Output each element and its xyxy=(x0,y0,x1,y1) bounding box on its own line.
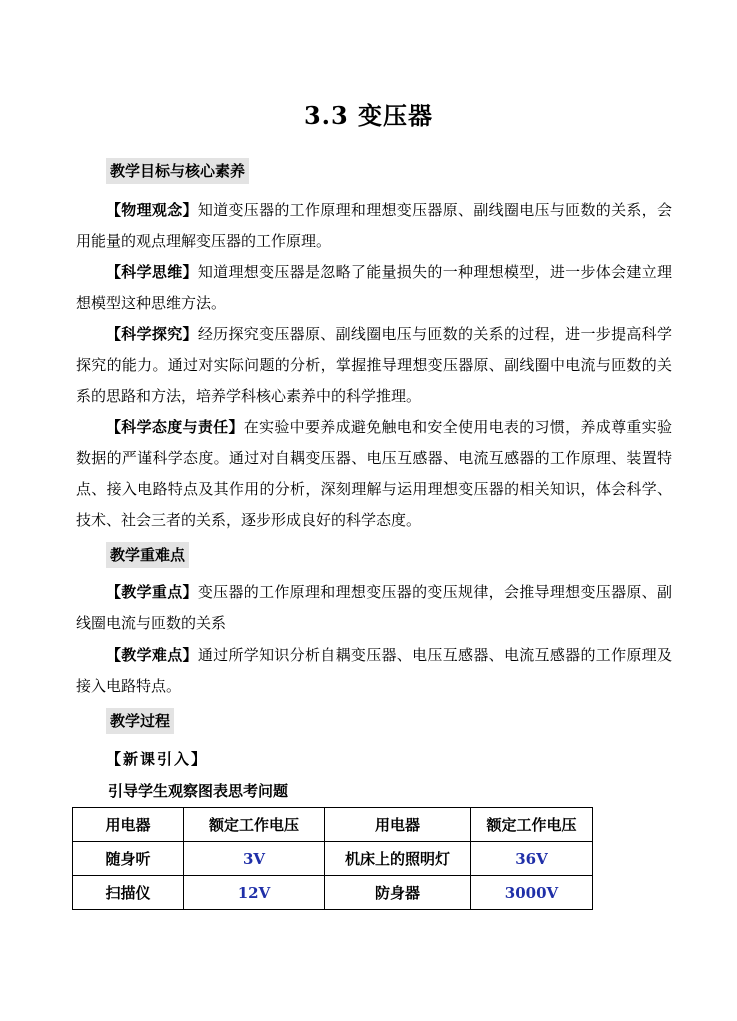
table-cell-voltage: 12V xyxy=(184,876,325,910)
goal-paragraph-scientific-inquiry xyxy=(76,319,672,412)
goal-text: 知道变压器的工作原理和理想变压器原、副线圈电压与匝数的关系，会用能量的观点理解变压器的工作原理。 xyxy=(76,201,672,250)
table-header-row xyxy=(73,808,593,842)
table-row xyxy=(73,876,593,910)
goal-tag: 【科学思维】 xyxy=(106,263,198,281)
key-point-text: 通过所学知识分析自耦变压器、电压互感器、电流互感器的工作原理及接入电路特点。 xyxy=(76,646,672,695)
table-row xyxy=(73,842,593,876)
key-point-text: 变压器的工作原理和理想变压器的变压规律，会推导理想变压器原、副线圈电流与匝数的关系 xyxy=(76,583,672,632)
table-header-cell: 用电器 xyxy=(73,808,184,842)
table-cell-appliance: 扫描仪 xyxy=(73,876,184,910)
table-cell-appliance: 机床上的照明灯 xyxy=(325,842,471,876)
key-point-tag: 【教学重点】 xyxy=(106,583,198,601)
section-heading-process: 教学过程 xyxy=(106,708,174,734)
section-heading-key-points: 教学重难点 xyxy=(106,542,189,568)
new-lesson-intro-tag: 【新课引入】 xyxy=(106,750,209,768)
table-cell-voltage: 3000V xyxy=(471,876,593,910)
intro-instruction: 引导学生观察图表思考问题 xyxy=(108,782,289,800)
table-cell-appliance: 防身器 xyxy=(325,876,471,910)
goal-tag: 【科学态度与责任】 xyxy=(106,418,244,436)
goal-paragraph-physics-concept xyxy=(76,195,672,257)
goal-text: 在实验中要养成避免触电和安全使用电表的习惯，养成尊重实验数据的严谨科学态度。通过对自耦变压器、电压互感器、电流互感器的工作原理、装置特点、接入电路特点及其作用的分析，深刻理解与运用理想变压器的相关知识，体会科学、技术、社会三者的关系，逐步形成良好的科学态度。 xyxy=(76,418,672,529)
table-header-cell: 用电器 xyxy=(325,808,471,842)
table-cell-voltage: 3V xyxy=(184,842,325,876)
key-point-paragraph-difficulty xyxy=(76,640,672,702)
key-point-tag: 【教学难点】 xyxy=(106,646,198,664)
key-point-paragraph-focus xyxy=(76,577,672,639)
table-cell-appliance: 随身听 xyxy=(73,842,184,876)
table-header-cell: 额定工作电压 xyxy=(184,808,325,842)
goal-tag: 【科学探究】 xyxy=(106,325,198,343)
goal-tag: 【物理观念】 xyxy=(106,201,198,219)
goal-paragraph-scientific-thinking xyxy=(76,257,672,319)
table-header-cell: 额定工作电压 xyxy=(471,808,593,842)
section-heading-goals: 教学目标与核心素养 xyxy=(106,158,249,184)
table-cell-voltage: 36V xyxy=(471,842,593,876)
goal-text: 知道理想变压器是忽略了能量损失的一种理想模型，进一步体会建立理想模型这种思维方法。 xyxy=(76,263,672,312)
goal-paragraph-attitude-responsibility xyxy=(76,412,672,536)
page-title: 3.3 变压器 xyxy=(303,101,434,130)
goal-text: 经历探究变压器原、副线圈电压与匝数的关系的过程，进一步提高科学探究的能力。通过对实际问题的分析，掌握推导理想变压器原、副线圈中电流与匝数的关系的思路和方法，培养学科核心素养中的科学推理。 xyxy=(76,325,672,405)
appliance-voltage-table xyxy=(72,807,593,910)
